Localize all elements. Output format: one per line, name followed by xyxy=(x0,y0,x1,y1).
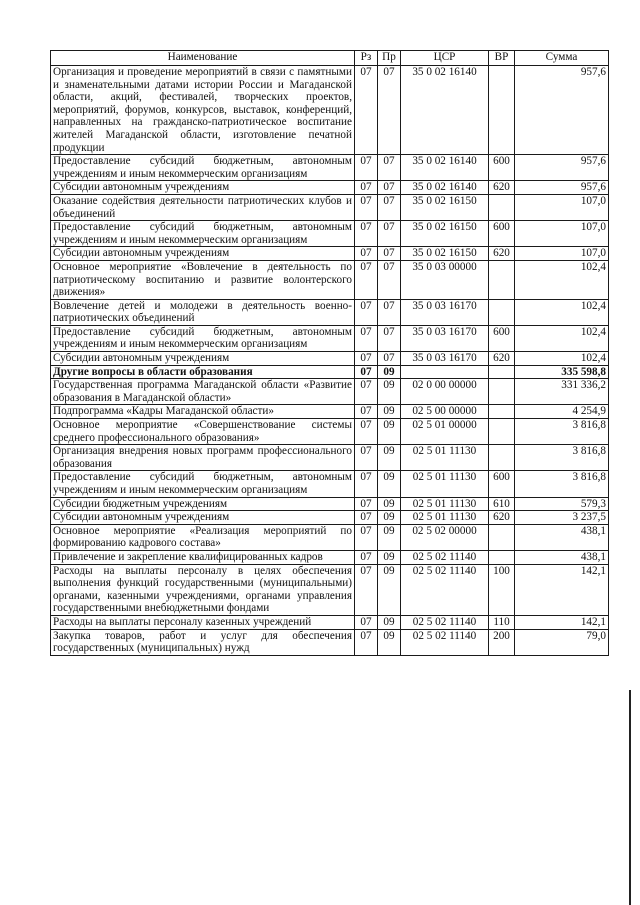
cell-csr xyxy=(401,365,489,379)
cell-vr xyxy=(489,194,515,220)
cell-vr: 620 xyxy=(489,511,515,525)
cell-vr: 620 xyxy=(489,247,515,261)
table-row xyxy=(51,325,609,351)
cell-sum: 102,4 xyxy=(515,260,609,299)
table-row xyxy=(51,260,609,299)
cell-sum: 331 336,2 xyxy=(515,379,609,405)
cell-name: Организация и проведение мероприятий в связи с памятными и знаменательными датами истории России и Магаданской области, акций, фестивалей, творческих проектов, мероприятий, форумов, конкурсов, выставок, конференций, направленных на гражданско-патриотическое воспитание жителей Магаданской области, изготовление печатной продукции xyxy=(51,66,355,155)
table-row xyxy=(51,247,609,261)
cell-rz: 07 xyxy=(355,497,378,511)
cell-rz: 07 xyxy=(355,66,378,155)
cell-pr: 07 xyxy=(378,66,401,155)
cell-csr: 02 5 02 11140 xyxy=(401,550,489,564)
cell-vr: 100 xyxy=(489,564,515,615)
cell-vr: 610 xyxy=(489,497,515,511)
cell-pr: 07 xyxy=(378,221,401,247)
cell-csr: 02 5 01 11130 xyxy=(401,471,489,497)
cell-csr: 35 0 02 16140 xyxy=(401,181,489,195)
table-header-row xyxy=(51,51,609,66)
cell-name: Расходы на выплаты персоналу казенных учреждений xyxy=(51,615,355,629)
cell-rz: 07 xyxy=(355,615,378,629)
cell-rz: 07 xyxy=(355,260,378,299)
cell-vr xyxy=(489,66,515,155)
cell-pr: 09 xyxy=(378,471,401,497)
cell-sum: 957,6 xyxy=(515,155,609,181)
header-rz: Рз xyxy=(355,51,378,66)
cell-csr: 02 5 00 00000 xyxy=(401,405,489,419)
cell-csr: 02 5 02 11140 xyxy=(401,564,489,615)
cell-sum: 335 598,8 xyxy=(515,365,609,379)
table-row xyxy=(51,564,609,615)
cell-sum: 957,6 xyxy=(515,181,609,195)
table-row xyxy=(51,511,609,525)
cell-rz: 07 xyxy=(355,405,378,419)
cell-rz: 07 xyxy=(355,155,378,181)
cell-name: Расходы на выплаты персоналу в целях обеспечения выполнения функций государственными (муниципальными) органами, казенными учреждениями, органами управления государственными внебюджетными фондами xyxy=(51,564,355,615)
table-row xyxy=(51,419,609,445)
cell-rz: 07 xyxy=(355,352,378,366)
cell-pr: 09 xyxy=(378,550,401,564)
cell-name: Субсидии автономным учреждениям xyxy=(51,181,355,195)
cell-vr: 600 xyxy=(489,155,515,181)
table-row xyxy=(51,615,609,629)
cell-sum: 102,4 xyxy=(515,299,609,325)
cell-name: Закупка товаров, работ и услуг для обеспечения государственных (муниципальных) нужд xyxy=(51,629,355,655)
cell-rz: 07 xyxy=(355,524,378,550)
cell-name: Подпрограмма «Кадры Магаданской области» xyxy=(51,405,355,419)
table-row xyxy=(51,194,609,220)
cell-rz: 07 xyxy=(355,471,378,497)
cell-pr: 09 xyxy=(378,629,401,655)
cell-rz: 07 xyxy=(355,325,378,351)
cell-sum: 102,4 xyxy=(515,325,609,351)
table-row xyxy=(51,379,609,405)
cell-vr xyxy=(489,419,515,445)
cell-pr: 07 xyxy=(378,247,401,261)
cell-name: Субсидии бюджетным учреждениям xyxy=(51,497,355,511)
cell-pr: 09 xyxy=(378,564,401,615)
cell-rz: 07 xyxy=(355,550,378,564)
cell-vr xyxy=(489,524,515,550)
cell-name: Основное мероприятие «Реализация мероприятий по формированию кадрового состава» xyxy=(51,524,355,550)
cell-name: Государственная программа Магаданской области «Развитие образования в Магаданской области» xyxy=(51,379,355,405)
cell-csr: 35 0 03 00000 xyxy=(401,260,489,299)
cell-pr: 07 xyxy=(378,155,401,181)
cell-pr: 09 xyxy=(378,497,401,511)
cell-vr xyxy=(489,445,515,471)
cell-csr: 35 0 03 16170 xyxy=(401,325,489,351)
table-row xyxy=(51,299,609,325)
table-row xyxy=(51,352,609,366)
cell-name: Предоставление субсидий бюджетным, автономным учреждениям и иным некоммерческим организациям xyxy=(51,325,355,351)
cell-rz: 07 xyxy=(355,299,378,325)
cell-sum: 579,3 xyxy=(515,497,609,511)
cell-pr: 09 xyxy=(378,615,401,629)
cell-pr: 07 xyxy=(378,194,401,220)
cell-pr: 07 xyxy=(378,181,401,195)
header-sum: Сумма xyxy=(515,51,609,66)
cell-csr: 02 0 00 00000 xyxy=(401,379,489,405)
cell-csr: 02 5 02 11140 xyxy=(401,629,489,655)
cell-vr: 110 xyxy=(489,615,515,629)
cell-csr: 02 5 02 11140 xyxy=(401,615,489,629)
cell-pr: 07 xyxy=(378,325,401,351)
cell-name: Основное мероприятие «Совершенствование системы среднего профессионального образования» xyxy=(51,419,355,445)
cell-vr: 620 xyxy=(489,352,515,366)
table-row xyxy=(51,471,609,497)
header-vr: ВР xyxy=(489,51,515,66)
cell-sum: 102,4 xyxy=(515,352,609,366)
cell-sum: 3 816,8 xyxy=(515,445,609,471)
cell-pr: 09 xyxy=(378,419,401,445)
cell-csr: 35 0 02 16140 xyxy=(401,155,489,181)
cell-sum: 79,0 xyxy=(515,629,609,655)
cell-vr xyxy=(489,550,515,564)
table-row xyxy=(51,66,609,155)
table-row xyxy=(51,550,609,564)
table-row xyxy=(51,445,609,471)
cell-pr: 09 xyxy=(378,405,401,419)
cell-vr xyxy=(489,299,515,325)
cell-sum: 438,1 xyxy=(515,550,609,564)
table-row xyxy=(51,181,609,195)
cell-vr xyxy=(489,260,515,299)
cell-csr: 35 0 02 16150 xyxy=(401,247,489,261)
cell-sum: 107,0 xyxy=(515,194,609,220)
cell-sum: 142,1 xyxy=(515,564,609,615)
cell-csr: 35 0 02 16150 xyxy=(401,194,489,220)
header-name: Наименование xyxy=(51,51,355,66)
cell-name: Субсидии автономным учреждениям xyxy=(51,352,355,366)
table-row xyxy=(51,155,609,181)
cell-rz: 07 xyxy=(355,379,378,405)
cell-pr: 07 xyxy=(378,299,401,325)
cell-rz: 07 xyxy=(355,181,378,195)
cell-name: Предоставление субсидий бюджетным, автономным учреждениям и иным некоммерческим организациям xyxy=(51,471,355,497)
cell-csr: 02 5 01 11130 xyxy=(401,511,489,525)
cell-rz: 07 xyxy=(355,629,378,655)
cell-name: Субсидии автономным учреждениям xyxy=(51,511,355,525)
cell-name: Оказание содействия деятельности патриотических клубов и объединений xyxy=(51,194,355,220)
table-row xyxy=(51,365,609,379)
cell-vr: 200 xyxy=(489,629,515,655)
cell-csr: 35 0 02 16140 xyxy=(401,66,489,155)
cell-csr: 35 0 02 16150 xyxy=(401,221,489,247)
cell-sum: 107,0 xyxy=(515,247,609,261)
cell-sum: 438,1 xyxy=(515,524,609,550)
cell-name: Субсидии автономным учреждениям xyxy=(51,247,355,261)
cell-rz: 07 xyxy=(355,511,378,525)
cell-pr: 07 xyxy=(378,352,401,366)
cell-sum: 3 237,5 xyxy=(515,511,609,525)
table-row xyxy=(51,497,609,511)
cell-rz: 07 xyxy=(355,419,378,445)
cell-name: Организация внедрения новых программ профессионального образования xyxy=(51,445,355,471)
cell-pr: 09 xyxy=(378,365,401,379)
cell-rz: 07 xyxy=(355,221,378,247)
table-body xyxy=(51,66,609,656)
header-csr: ЦСР xyxy=(401,51,489,66)
cell-csr: 02 5 01 11130 xyxy=(401,445,489,471)
cell-pr: 07 xyxy=(378,260,401,299)
cell-sum: 107,0 xyxy=(515,221,609,247)
cell-name: Предоставление субсидий бюджетным, автономным учреждениям и иным некоммерческим организациям xyxy=(51,155,355,181)
cell-vr xyxy=(489,365,515,379)
cell-csr: 02 5 01 11130 xyxy=(401,497,489,511)
cell-sum: 142,1 xyxy=(515,615,609,629)
table-row xyxy=(51,221,609,247)
cell-pr: 09 xyxy=(378,511,401,525)
cell-rz: 07 xyxy=(355,445,378,471)
cell-pr: 09 xyxy=(378,524,401,550)
cell-name: Предоставление субсидий бюджетным, автономным учреждениям и иным некоммерческим организациям xyxy=(51,221,355,247)
cell-name: Основное мероприятие «Вовлечение в деятельность по патриотическому воспитанию и развитие волонтерского движения» xyxy=(51,260,355,299)
table-row xyxy=(51,524,609,550)
cell-sum: 3 816,8 xyxy=(515,419,609,445)
cell-vr: 600 xyxy=(489,471,515,497)
cell-name: Вовлечение детей и молодежи в деятельность военно-патриотических объединений xyxy=(51,299,355,325)
header-pr: Пр xyxy=(378,51,401,66)
cell-vr xyxy=(489,405,515,419)
cell-sum: 4 254,9 xyxy=(515,405,609,419)
cell-name: Другие вопросы в области образования xyxy=(51,365,355,379)
scan-edge-mark xyxy=(629,690,631,905)
cell-name: Привлечение и закрепление квалифицированных кадров xyxy=(51,550,355,564)
cell-csr: 02 5 02 00000 xyxy=(401,524,489,550)
cell-csr: 35 0 03 16170 xyxy=(401,352,489,366)
cell-vr: 600 xyxy=(489,221,515,247)
table-row xyxy=(51,629,609,655)
cell-sum: 957,6 xyxy=(515,66,609,155)
cell-rz: 07 xyxy=(355,194,378,220)
cell-rz: 07 xyxy=(355,564,378,615)
table-row xyxy=(51,405,609,419)
cell-csr: 35 0 03 16170 xyxy=(401,299,489,325)
budget-table xyxy=(50,50,609,656)
cell-vr xyxy=(489,379,515,405)
cell-vr: 600 xyxy=(489,325,515,351)
cell-pr: 09 xyxy=(378,379,401,405)
cell-pr: 09 xyxy=(378,445,401,471)
cell-sum: 3 816,8 xyxy=(515,471,609,497)
cell-csr: 02 5 01 00000 xyxy=(401,419,489,445)
cell-vr: 620 xyxy=(489,181,515,195)
cell-rz: 07 xyxy=(355,247,378,261)
cell-rz: 07 xyxy=(355,365,378,379)
